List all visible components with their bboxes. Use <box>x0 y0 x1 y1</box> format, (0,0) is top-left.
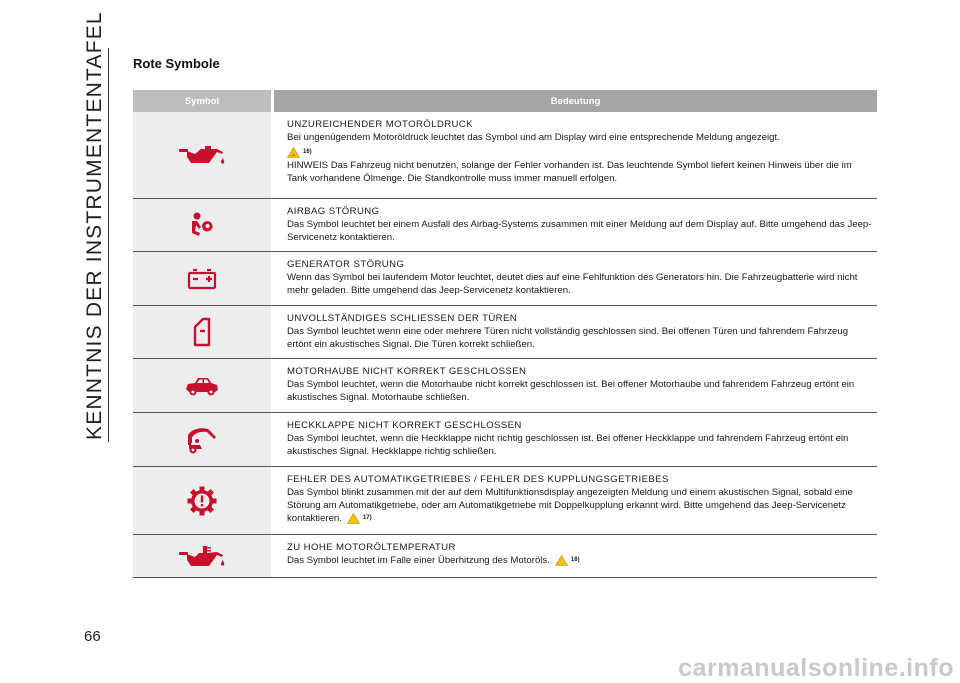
row-heading: ZU HOHE MOTORÖLTEMPERATUR <box>287 542 456 553</box>
liftgate-open-icon <box>186 425 218 455</box>
table-row <box>133 359 877 413</box>
meaning-cell <box>274 252 877 305</box>
side-divider-line <box>108 48 109 442</box>
table-row <box>133 306 877 359</box>
oil-temperature-icon <box>179 545 225 567</box>
warning-reference: 17) <box>347 512 372 525</box>
door-open-icon <box>192 317 212 347</box>
row-note: HINWEIS Das Fahrzeug nicht benutzen, solange der Fehler vorhanden ist. Das leuchtende Symbol liefert keinen Hinweis über die im Tank vorhandene Ölmenge. Die Standkontrolle muss immer manuell erfolgen. <box>287 160 852 184</box>
meaning-cell <box>274 467 877 534</box>
row-description: Das Symbol leuchtet, wenn die Heckklappe nicht richtig geschlossen ist. Bei offener Heckklappe und fahrendem Fahrzeug ertönt ein akustisches Signal. Heckklappe richtig schließen. <box>287 433 849 457</box>
meaning-cell <box>274 199 877 251</box>
meaning-cell <box>274 535 877 577</box>
header-symbol: Symbol <box>133 90 271 112</box>
row-heading: HECKKLAPPE NICHT KORREKT GESCHLOSSEN <box>287 420 522 431</box>
airbag-icon <box>188 211 216 239</box>
meaning-cell <box>274 413 877 466</box>
warning-triangle-icon <box>347 513 360 524</box>
row-heading: FEHLER DES AUTOMATIKGETRIEBES / FEHLER DES KUPPLUNGSGETRIEBES <box>287 474 669 485</box>
row-heading: AIRBAG STÖRUNG <box>287 206 380 217</box>
row-description: Das Symbol blinkt zusammen mit der auf dem Multifunktionsdisplay angezeigten Meldung und einem akustischen Signal, sobald eine Störung am Automatikgetriebe, oder am Automatikgetriebe mit Doppelkupplung erkannt wird. Bitte umgehend das Jeep-Servicenetz kontaktieren. 17) <box>287 487 853 525</box>
table-row <box>133 467 877 535</box>
transmission-fault-icon <box>187 486 217 516</box>
page-number: 66 <box>84 628 101 645</box>
side-chapter-title: KENNTNIS DER INSTRUMENTENTAFEL <box>83 11 106 440</box>
header-meaning: Bedeutung <box>274 90 877 112</box>
symbol-cell <box>133 252 271 305</box>
warning-reference: ⚠ 16) <box>287 146 312 159</box>
symbol-cell <box>133 413 271 466</box>
symbol-cell <box>133 199 271 251</box>
row-description: Das Symbol leuchtet im Falle einer Überhitzung des Motoröls. 18) <box>287 555 580 567</box>
table-row <box>133 413 877 467</box>
table-row <box>133 112 877 199</box>
section-title: Rote Symbole <box>133 56 220 71</box>
warning-triangle-icon <box>287 147 300 158</box>
svg-text:⚠: ⚠ <box>291 153 296 157</box>
table-header <box>133 90 877 112</box>
warning-symbols-table <box>133 90 877 578</box>
symbol-cell <box>133 359 271 412</box>
table-row <box>133 199 877 252</box>
row-description: Das Symbol leuchtet wenn eine oder mehrere Türen nicht vollständig geschlossen sind. Bei offenen Türen und fahrendem Fahrzeug ertönt ein akustisches Signal. Die Türen korrekt schließen. <box>287 326 849 350</box>
symbol-cell <box>133 112 271 198</box>
row-heading: GENERATOR STÖRUNG <box>287 259 405 270</box>
meaning-cell <box>274 359 877 412</box>
hood-open-icon <box>185 375 219 397</box>
battery-icon <box>187 268 217 290</box>
row-description: Das Symbol leuchtet, wenn die Motorhaube nicht korrekt geschlossen ist. Bei offener Motorhaube und fahrendem Fahrzeug ertönt ein akustisches Signal. Motorhaube schließen. <box>287 379 855 403</box>
watermark: carmanualsonline.info <box>678 654 954 682</box>
row-heading: UNVOLLSTÄNDIGES SCHLIESSEN DER TÜREN <box>287 313 518 324</box>
symbol-cell <box>133 467 271 534</box>
row-heading: UNZUREICHENDER MOTORÖLDRUCK <box>287 119 473 130</box>
symbol-cell <box>133 306 271 358</box>
table-row <box>133 535 877 578</box>
meaning-cell <box>274 306 877 358</box>
warning-reference: 18) <box>555 554 580 567</box>
row-description: Bei ungenügendem Motoröldruck leuchtet das Symbol und am Display wird eine entsprechende Meldung angezeigt. <box>287 132 780 143</box>
meaning-cell <box>274 112 877 198</box>
warning-triangle-icon <box>555 555 568 566</box>
oil-pressure-icon <box>179 145 225 165</box>
row-heading: MOTORHAUBE NICHT KORREKT GESCHLOSSEN <box>287 366 527 377</box>
table-row <box>133 252 877 306</box>
symbol-cell <box>133 535 271 577</box>
row-description: Das Symbol leuchtet bei einem Ausfall des Airbag-Systems zusammen mit einer Meldung auf dem Display auf. Bitte umgehend das Jeep-Servicenetz kontaktieren. <box>287 219 872 243</box>
row-description: Wenn das Symbol bei laufendem Motor leuchtet, deutet dies auf eine Fehlfunktion des Generators hin. Die Fahrzeugbatterie wird nicht mehr geladen. Bitte umgehend das Jeep-Servicenetz kontaktieren. <box>287 272 858 296</box>
